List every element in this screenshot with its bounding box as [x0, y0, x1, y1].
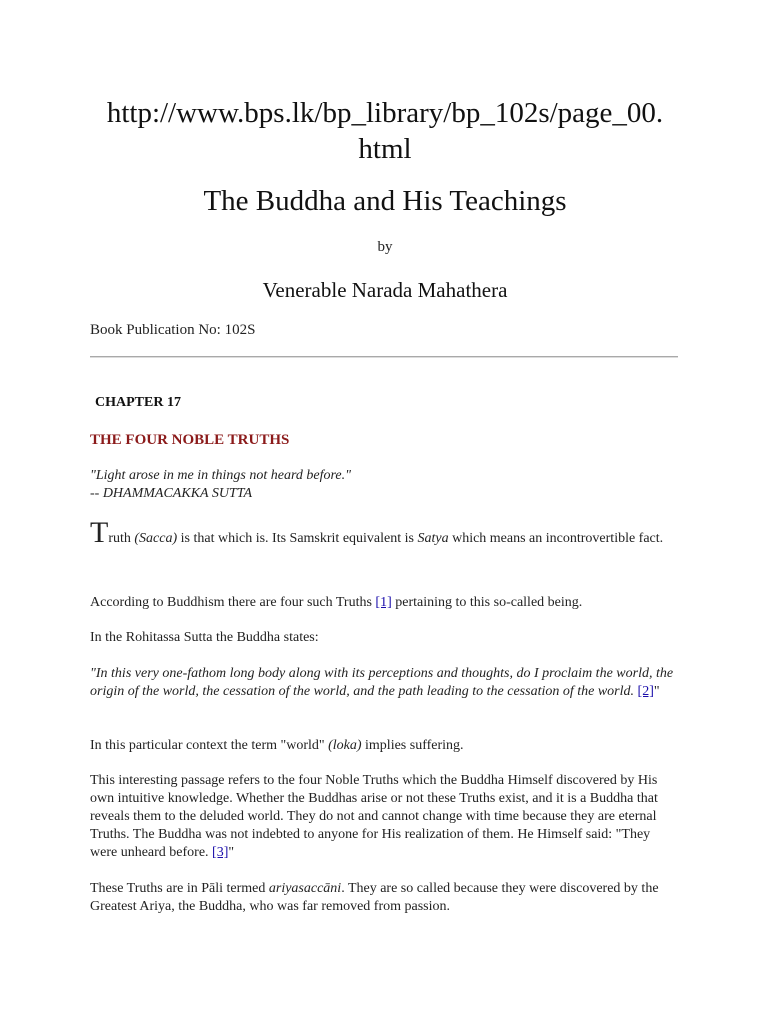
epigraph-quote: "Light arose in me in things not heard before." — [90, 468, 352, 483]
drop-cap: T — [90, 516, 109, 549]
footnote-link-3[interactable]: [3] — [212, 845, 229, 860]
epigraph-source: -- DHAMMACAKKA SUTTA — [90, 486, 253, 501]
paragraph-rohitassa: In the Rohitassa Sutta the Buddha states: — [90, 630, 319, 645]
publication-number: Book Publication No: 102S — [90, 322, 256, 338]
paragraph-noble-truths: This interesting passage refers to the four Noble Truths which the Buddha Himself discovered by His own intuitive knowledge. Whether the Buddhas arise or not these Truths exist, and it is a Buddha that reveals them to the deluded world. They do not and cannot change with time because they are eternal Truths. The Buddha was not indebted to anyone for His realization of them. He Himself said: "They were unheard before. [3]" — [90, 773, 658, 860]
footnote-link-1[interactable]: [1] — [375, 595, 392, 610]
author-name: Venerable Narada Mahathera — [262, 278, 508, 302]
by-line: by — [377, 239, 393, 255]
epigraph — [90, 467, 351, 503]
horizontal-rule — [90, 356, 678, 358]
paragraph-truth-definition: Truth (Sacca) is that which is. Its Samskrit equivalent is Satya which means an incontrovertible fact. — [90, 516, 664, 549]
url-line-1: http://www.bps.lk/bp_library/bp_102s/page_00. — [106, 97, 664, 129]
paragraph-quote: "In this very one-fathom long body along with its perceptions and thoughts, do I proclaim the world, the origin of the world, the cessation of the world, and the path leading to the cessation of the world. [2]" — [90, 666, 674, 699]
paragraph-four-truths: According to Buddhism there are four such Truths [1] pertaining to this so-called being. — [90, 595, 583, 610]
url-line-2: html — [358, 133, 412, 165]
section-title: THE FOUR NOBLE TRUTHS — [90, 432, 290, 448]
paragraph-ariyasaccani: These Truths are in Pāli termed ariyasaccāni. They are so called because they were discovered by the Greatest Ariya, the Buddha, who was far removed from passion. — [90, 881, 659, 914]
paragraph-world-term: In this particular context the term "world" (loka) implies suffering. — [90, 738, 464, 753]
chapter-label: CHAPTER 17 — [95, 395, 181, 410]
book-title: The Buddha and His Teachings — [203, 185, 567, 217]
footnote-link-2[interactable]: [2] — [637, 684, 654, 699]
source-url-heading — [90, 95, 680, 167]
